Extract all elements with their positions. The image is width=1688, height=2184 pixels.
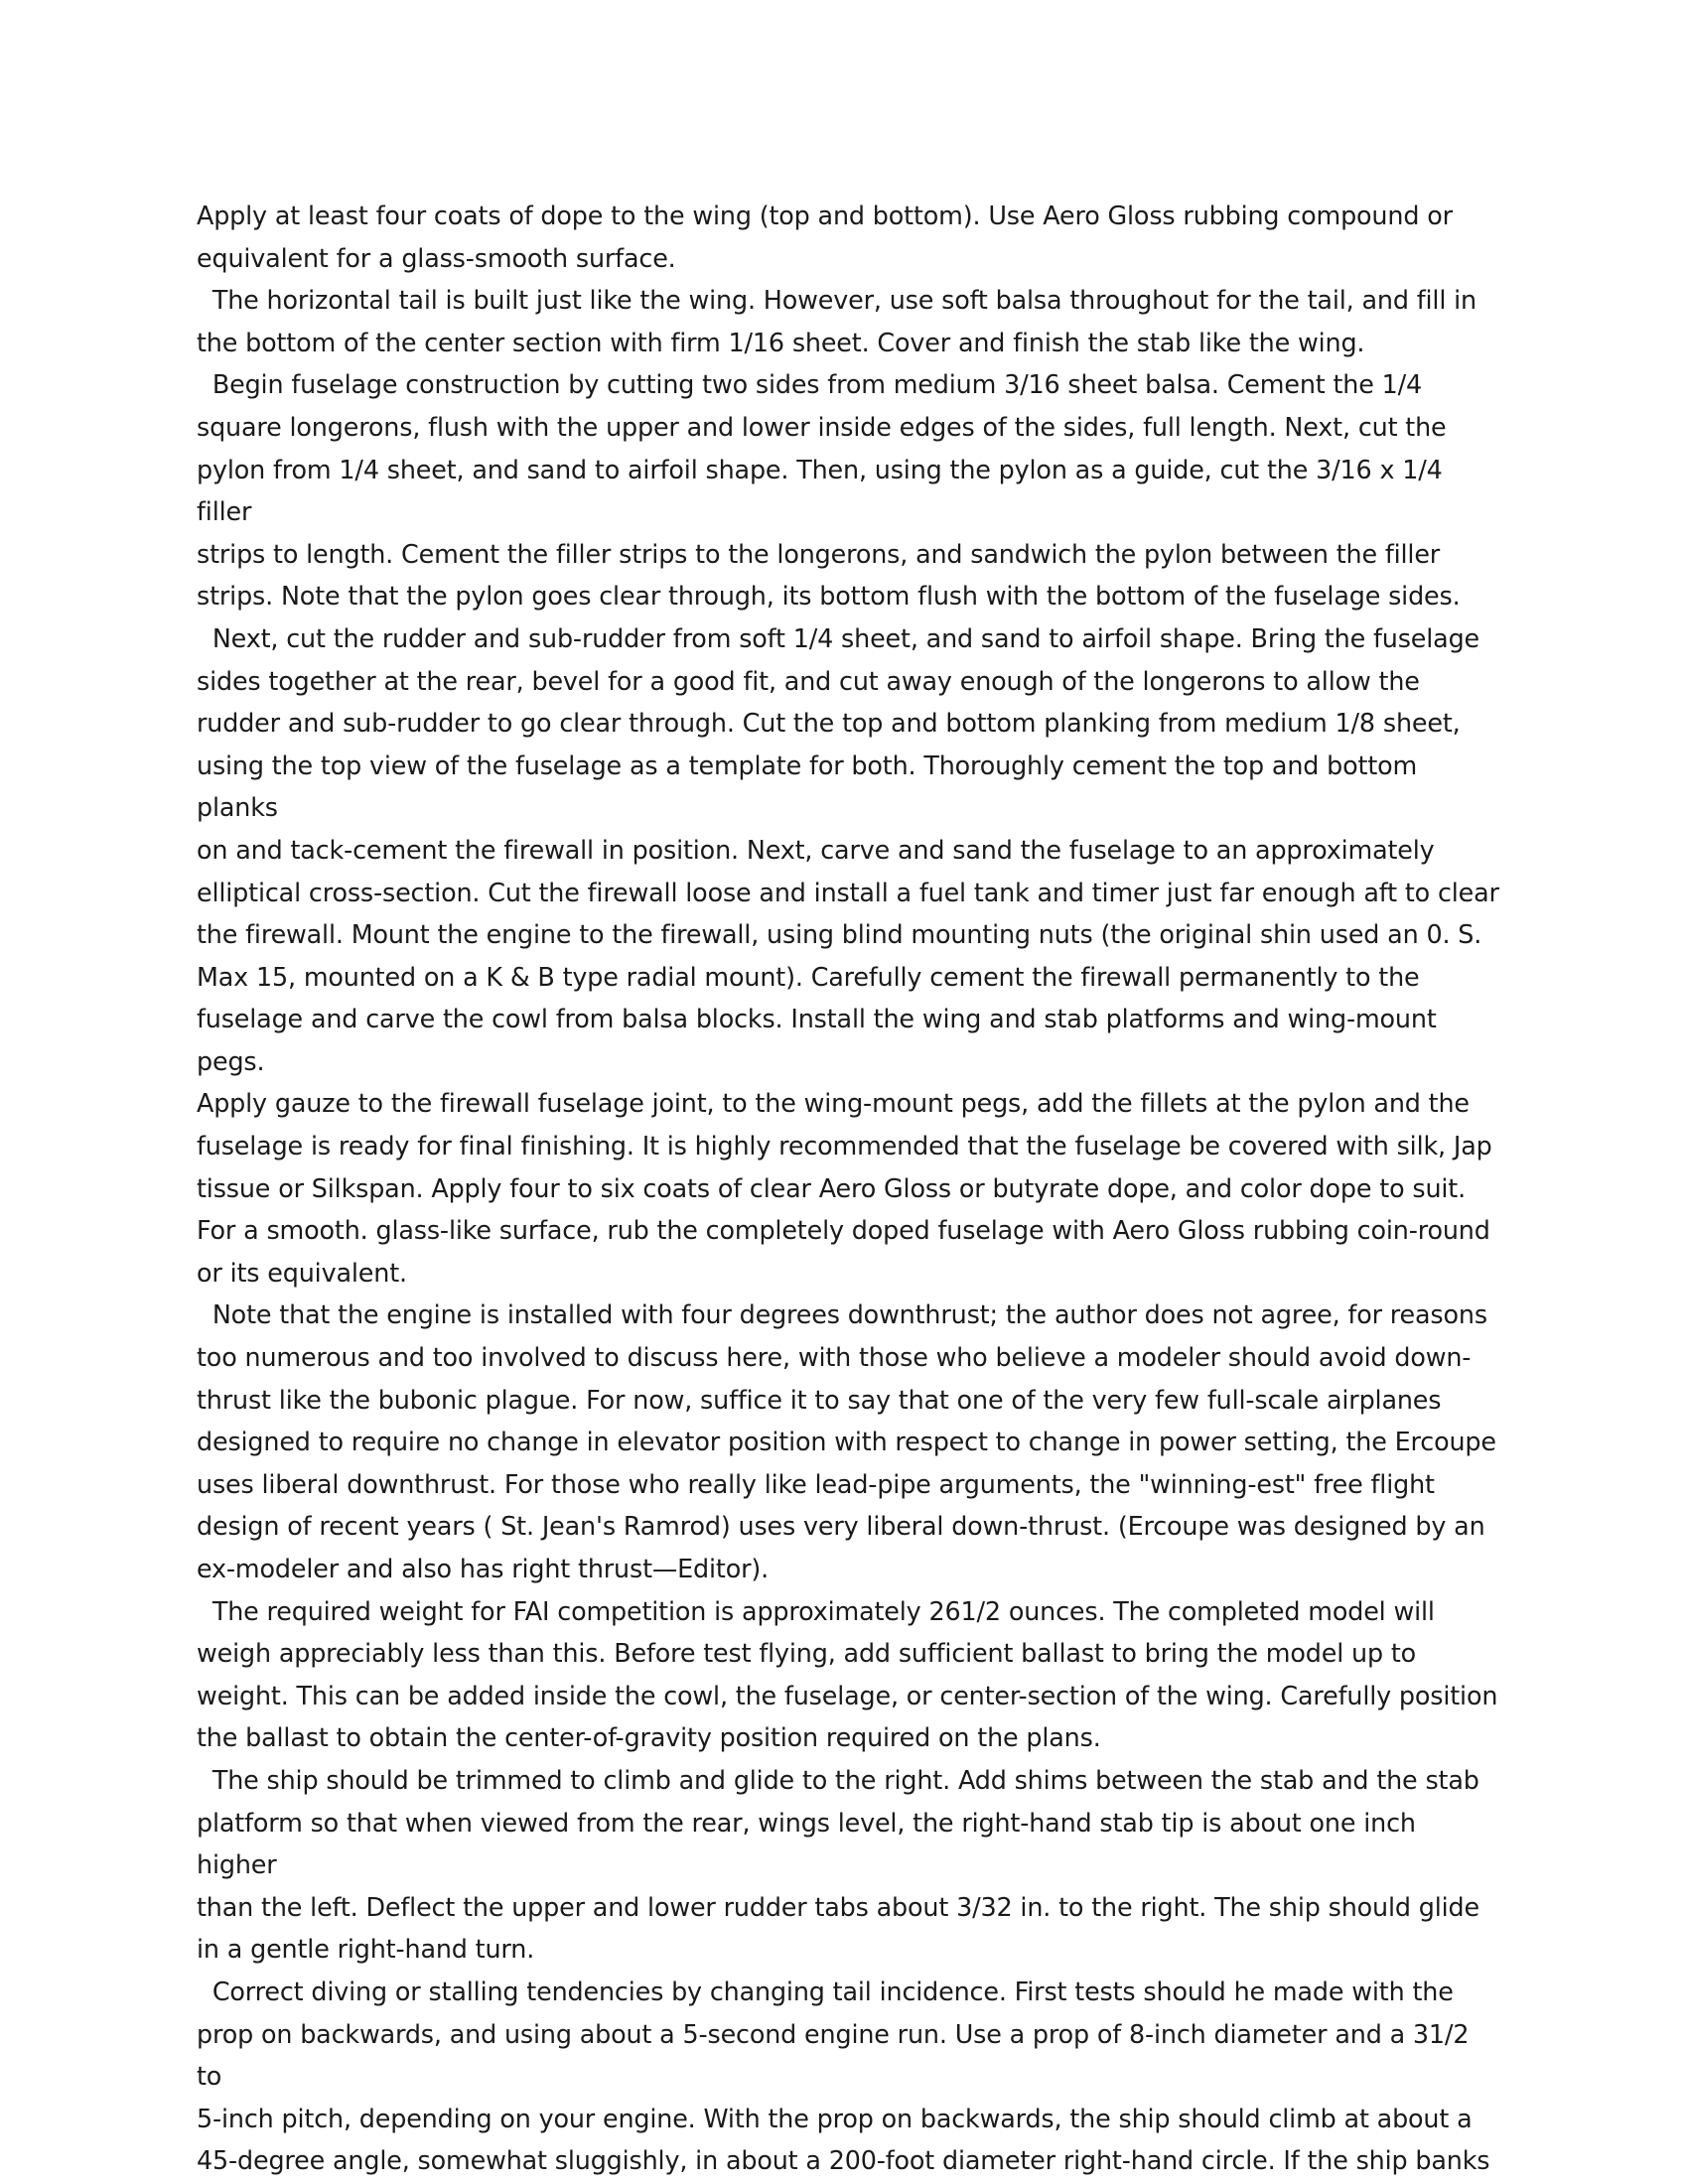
paragraph-fuselage-assembly: Next, cut the rudder and sub-rudder from soft 1/4 sheet, and sand to airfoil shape. Bring the fuselage sides together at the rear, bevel for a good fit, and cut away enough of the longerons to allow the rudder and sub-rudder to go clear through. Cut the top and bottom planking from medium 1/8 sheet, using the top view of the fuselage as a template for both. Thoroughly cement the top and bottom planks on and tack-cement the firewall in position. Next, carve and sand the fuselage to an approximately elliptical cross-section. Cut the firewall loose and install a fuel tank and timer just far enough aft to clear the firewall. Mount the engine to the firewall, using blind mounting nuts (the original shin used an 0. S. Max 15, mounted on a K & B type radial mount). Carefully cement the firewall permanently to the fuselage and carve the cowl from balsa blocks. Install the wing and stab platforms and wing-mount pegs. Apply gauze to the firewall fuselage joint, to the wing-mount pegs, add the fillets at the pylon and the fuselage is ready for final finishing. It is highly recommended that the fuselage be covered with silk, Jap tissue or Silkspan. Apply four to six coats of clear Aero Gloss or butyrate dope, and color dope to suit. For a smooth. glass-like surface, rub the completely doped fuselage with Aero Gloss rubbing coin-round or its equivalent.: [197, 622, 1499, 1288]
paragraph-fuselage-sides: Begin fuselage construction by cutting two sides from medium 3/16 sheet balsa. Cement the 1/4 square longerons, flush with the upper and lower inside edges of the sides, full length. Next, cut the pylon from 1/4 sheet, and sand to airfoil shape. Then, using the pylon as a guide, cut the 3/16 x 1/4 filler strips to length. Cement the filler strips to the longerons, and sandwich the pylon between the filler strips. Note that the pylon goes clear through, its bottom flush with the bottom of the fuselage sides.: [197, 369, 1461, 612]
paragraph-horizontal-tail: The horizontal tail is built just like the wing. However, use soft balsa throughout for the tail, and fill in the bottom of the center section with firm 1/16 sheet. Cover and finish the stab like the wing.: [197, 285, 1477, 357]
paragraph-weight-ballast: The required weight for FAI competition is approximately 261/2 ounces. The completed model will weigh appreciably less than this. Before test flying, add sufficient ballast to bring the model up to weight. This can be added inside the cowl, the fuselage, or center-section of the wing. Carefully position the ballast to obtain the center-of-gravity position required on the plans.: [197, 1595, 1498, 1753]
paragraph-wing-finish: Apply at least four coats of dope to the wing (top and bottom). Use Aero Gloss rubbing compound or equivalent for a glass-smooth surface.: [197, 201, 1453, 273]
paragraph-downthrust: Note that the engine is installed with four degrees downthrust; the author does not agree, for reasons too numerous and too involved to discuss here, with those who believe a modeler should avoid down- thrust like the bubonic plague. For now, suffice it to say that one of the very few full-scale airplanes designed to require no change in elevator position with respect to change in power setting, the Ercoupe uses liberal downthrust. For those who really like lead-pipe arguments, the "winning-est" free flight design of recent years ( St. Jean's Ramrod) uses very liberal down-thrust. (Ercoupe was designed by an ex-modeler and also has right thrust—Editor).: [197, 1299, 1496, 1583]
paragraph-trim: The ship should be trimmed to climb and glide to the right. Add shims between the stab and the stab platform so that when viewed from the rear, wings level, the right-hand stab tip is about one inch higher than the left. Deflect the upper and lower rudder tabs about 3/32 in. to the right. The ship should glide in a gentle right-hand turn.: [197, 1764, 1479, 1965]
document-page: [197, 195, 1499, 2182]
paragraph-test-flights: Correct diving or stalling tendencies by changing tail incidence. First tests should he made with the prop on backwards, and using about a 5-second engine run. Use a prop of 8-inch diameter and a 31/2 to 5-inch pitch, depending on your engine. With the prop on backwards, the ship should climb at about a 45-degree angle, somewhat sluggishly, in about a 200-foot diameter right-hand circle. If the ship banks: [197, 1976, 1490, 2176]
